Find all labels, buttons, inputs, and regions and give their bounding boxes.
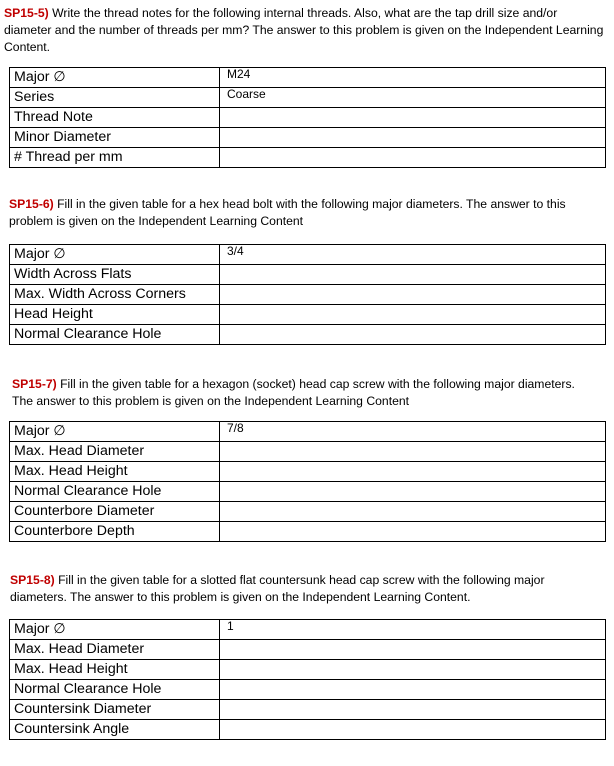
row-value[interactable]	[220, 720, 606, 740]
row-value[interactable]: 3/4	[220, 245, 606, 265]
problem-statement-sp15-5	[4, 5, 604, 56]
table-row	[10, 660, 606, 680]
problem-text: Fill in the given table for a hex head bolt with the following major diameters. The answer to this problem is given on the Independent Learning Content	[9, 197, 566, 228]
table-row	[10, 305, 606, 325]
problem-statement-sp15-7	[12, 376, 592, 410]
problem-tag: SP15-5)	[4, 6, 49, 20]
table-sp15-6	[9, 244, 606, 345]
row-label: Normal Clearance Hole	[10, 325, 220, 345]
table-row	[10, 700, 606, 720]
row-label: Counterbore Depth	[10, 522, 220, 542]
row-value[interactable]	[220, 700, 606, 720]
table-row	[10, 285, 606, 305]
problem-statement-sp15-8	[10, 572, 600, 606]
problem-tag: SP15-8)	[10, 573, 55, 587]
row-value[interactable]	[220, 285, 606, 305]
table-row	[10, 522, 606, 542]
row-value[interactable]	[220, 128, 606, 148]
table-row	[10, 265, 606, 285]
table-sp15-7	[9, 421, 606, 542]
table-row	[10, 720, 606, 740]
row-value[interactable]	[220, 482, 606, 502]
row-value[interactable]: M24	[220, 68, 606, 88]
row-label: Major ∅	[10, 620, 220, 640]
row-label: Major ∅	[10, 245, 220, 265]
table-row	[10, 108, 606, 128]
row-value[interactable]	[220, 442, 606, 462]
row-value[interactable]	[220, 325, 606, 345]
problem-text: Fill in the given table for a hexagon (socket) head cap screw with the following major diameters. The answer to this problem is given on the Independent Learning Content	[12, 377, 575, 408]
problem-tag: SP15-7)	[12, 377, 57, 391]
row-label: Counterbore Diameter	[10, 502, 220, 522]
row-value[interactable]	[220, 502, 606, 522]
row-value[interactable]: Coarse	[220, 88, 606, 108]
row-label: Max. Width Across Corners	[10, 285, 220, 305]
row-value[interactable]	[220, 640, 606, 660]
problem-tag: SP15-6)	[9, 197, 54, 211]
row-label: Max. Head Diameter	[10, 442, 220, 462]
table-row	[10, 482, 606, 502]
table-row	[10, 640, 606, 660]
row-value[interactable]	[220, 522, 606, 542]
row-label: Major ∅	[10, 68, 220, 88]
table-row	[10, 422, 606, 442]
table-row	[10, 68, 606, 88]
row-value[interactable]	[220, 462, 606, 482]
row-label: Width Across Flats	[10, 265, 220, 285]
row-value[interactable]	[220, 148, 606, 168]
row-value[interactable]	[220, 660, 606, 680]
table-sp15-8	[9, 619, 606, 740]
row-label: Series	[10, 88, 220, 108]
row-label: Minor Diameter	[10, 128, 220, 148]
table-row	[10, 245, 606, 265]
row-label: Max. Head Diameter	[10, 640, 220, 660]
row-value[interactable]: 1	[220, 620, 606, 640]
row-label: Thread Note	[10, 108, 220, 128]
row-label: Normal Clearance Hole	[10, 482, 220, 502]
table-row	[10, 325, 606, 345]
table-row	[10, 442, 606, 462]
row-label: Major ∅	[10, 422, 220, 442]
problem-statement-sp15-6	[9, 196, 605, 230]
table-row	[10, 680, 606, 700]
problem-text: Fill in the given table for a slotted flat countersunk head cap screw with the following major diameters. The answer to this problem is given on the Independent Learning Content.	[10, 573, 545, 604]
problem-text: Write the thread notes for the following internal threads. Also, what are the tap drill size and/or diameter and the number of threads per mm? The answer to this problem is given on the Independent Learning Content.	[4, 6, 604, 54]
row-value[interactable]: 7/8	[220, 422, 606, 442]
table-row	[10, 88, 606, 108]
table-sp15-5	[9, 67, 606, 168]
row-value[interactable]	[220, 265, 606, 285]
table-row	[10, 148, 606, 168]
row-label: Max. Head Height	[10, 462, 220, 482]
row-value[interactable]	[220, 108, 606, 128]
table-row	[10, 128, 606, 148]
row-label: Normal Clearance Hole	[10, 680, 220, 700]
row-label: Countersink Diameter	[10, 700, 220, 720]
row-label: Head Height	[10, 305, 220, 325]
row-label: # Thread per mm	[10, 148, 220, 168]
table-row	[10, 462, 606, 482]
row-label: Countersink Angle	[10, 720, 220, 740]
table-row	[10, 502, 606, 522]
row-value[interactable]	[220, 680, 606, 700]
row-label: Max. Head Height	[10, 660, 220, 680]
table-row	[10, 620, 606, 640]
row-value[interactable]	[220, 305, 606, 325]
